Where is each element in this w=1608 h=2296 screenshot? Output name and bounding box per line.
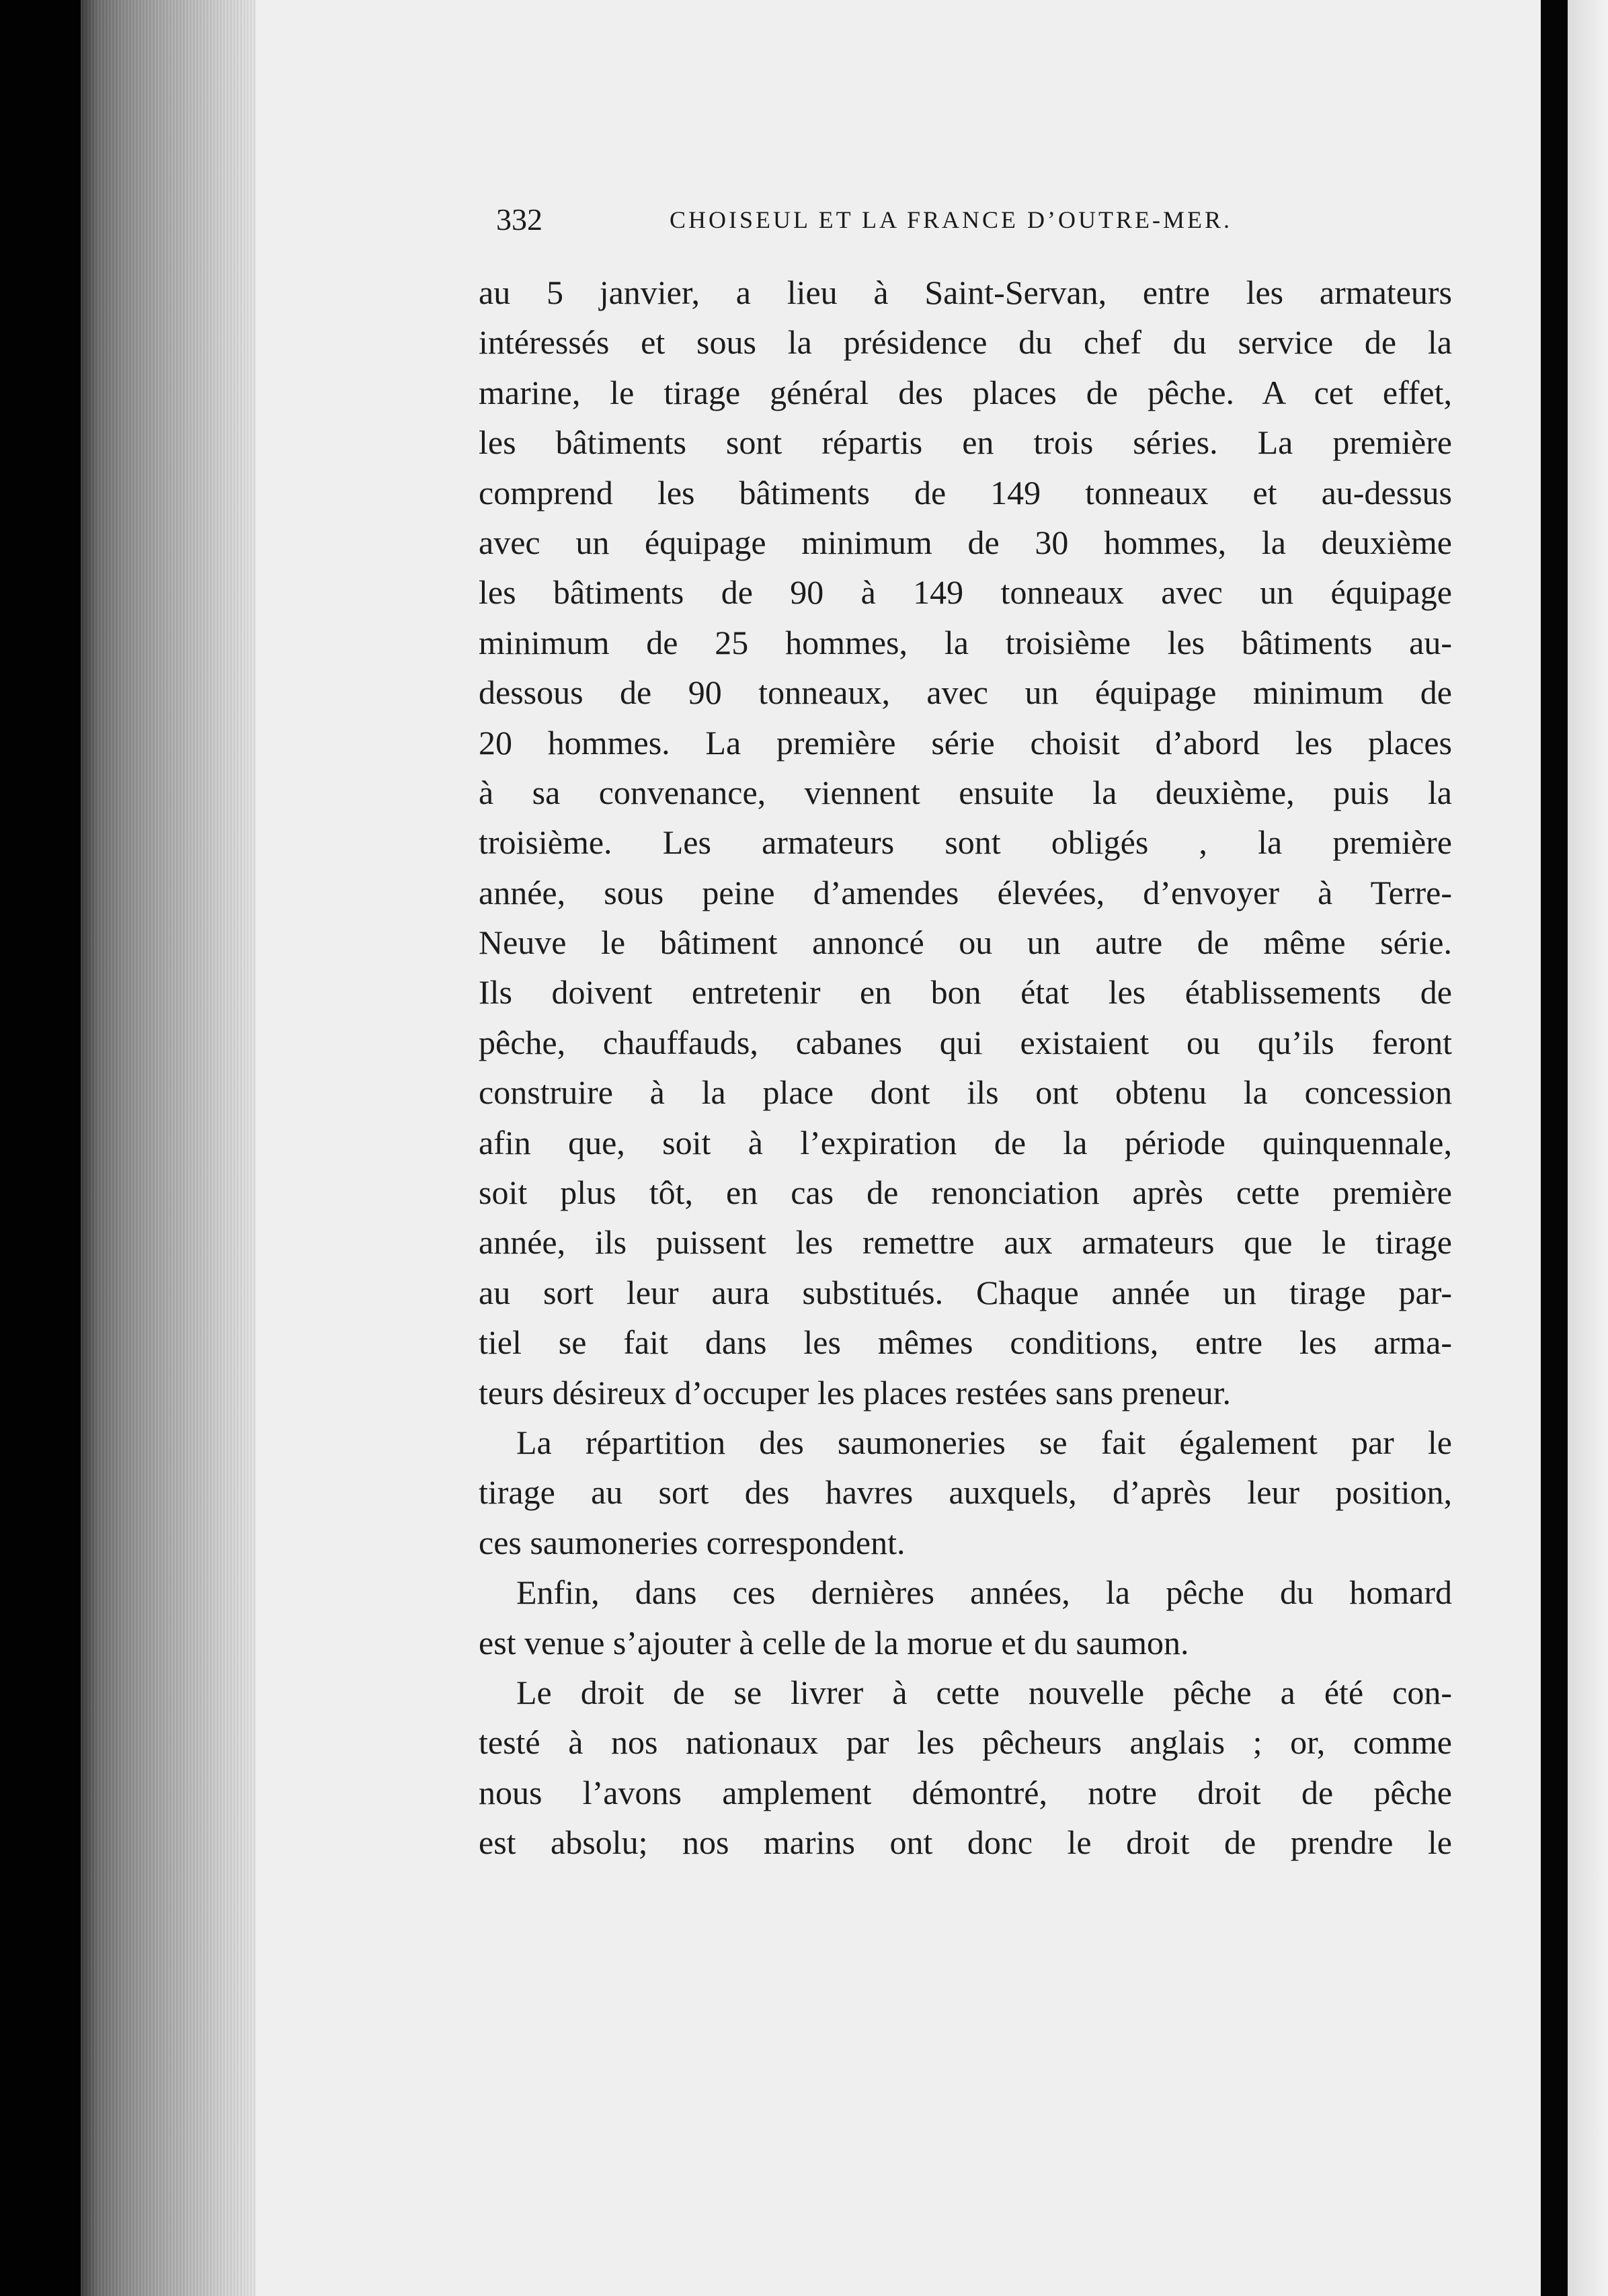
paragraph-start-line: Le droit de se livrer à cette nouvelle pêche a été con- [516, 1673, 1452, 1711]
text-line: ces saumoneries correspondent. [479, 1523, 906, 1561]
text-line: pêche, chauffauds, cabanes qui existaient ou qu’ils feront [479, 1023, 1452, 1061]
book-page-edges [81, 0, 255, 2296]
page-number: 332 [496, 202, 542, 237]
body-text [479, 268, 1452, 1868]
text-line: afin que, soit à l’expiration de la période quinquennale, [479, 1123, 1452, 1161]
text-line: dessous de 90 tonneaux, avec un équipage minimum de [479, 673, 1452, 712]
text-line: tiel se fait dans les mêmes conditions, entre les arma- [479, 1323, 1452, 1362]
text-line: année, ils puissent les remettre aux armateurs que le tirage [479, 1223, 1452, 1262]
running-head [496, 202, 1316, 242]
text-line: Neuve le bâtiment annoncé ou un autre de même série. [479, 924, 1452, 962]
right-gutter [1541, 0, 1568, 2296]
text-line: est venue s’ajouter à celle de la morue et du saumon. [479, 1623, 1189, 1662]
text-line: tirage au sort des havres auxquels, d’après leur position, [479, 1473, 1452, 1512]
text-line: construire à la place dont ils ont obtenu la concession [479, 1073, 1452, 1112]
text-line: minimum de 25 hommes, la troisième les bâtiments au- [479, 623, 1452, 661]
paragraph-start-line: Enfin, dans ces dernières années, la pêche du homard [516, 1573, 1452, 1612]
text-line: teurs désireux d’occuper les places restées sans preneur. [479, 1373, 1231, 1411]
text-line: nous l’avons amplement démontré, notre droit de pêche [479, 1773, 1452, 1811]
paragraph-start-line: La répartition des saumoneries se fait également par le [516, 1423, 1452, 1461]
text-line: à sa convenance, viennent ensuite la deuxième, puis la [479, 773, 1452, 811]
text-line: est absolu; nos marins ont donc le droit de prendre le [479, 1823, 1452, 1862]
text-line: soit plus tôt, en cas de renonciation après cette première [479, 1174, 1452, 1212]
text-line: Ils doivent entretenir en bon état les établissements de [479, 973, 1452, 1012]
text-line: comprend les bâtiments de 149 tonneaux et au-dessus [479, 473, 1452, 511]
running-head-title: CHOISEUL ET LA FRANCE D’OUTRE-MER. [670, 206, 1232, 233]
text-line: marine, le tirage général des places de pêche. A cet effet, [479, 373, 1452, 411]
text-line: année, sous peine d’amendes élevées, d’envoyer à Terre- [479, 873, 1452, 911]
text-line: les bâtiments sont répartis en trois séries. La première [479, 423, 1452, 462]
text-line: avec un équipage minimum de 30 hommes, la deuxième [479, 523, 1452, 561]
text-line: troisième. Les armateurs sont obligés , la première [479, 823, 1452, 862]
next-page-edge [1568, 0, 1608, 2296]
text-line: au 5 janvier, a lieu à Saint-Servan, entre les armateurs [479, 274, 1452, 311]
text-line: 20 hommes. La première série choisit d’abord les places [479, 723, 1452, 762]
text-line: testé à nos nationaux par les pêcheurs anglais ; or, comme [479, 1723, 1452, 1762]
text-line: les bâtiments de 90 à 149 tonneaux avec un équipage [479, 573, 1452, 612]
text-line: intéressés et sous la présidence du chef du service de la [479, 323, 1452, 362]
text-line: au sort leur aura substitués. Chaque année un tirage par- [479, 1273, 1452, 1311]
